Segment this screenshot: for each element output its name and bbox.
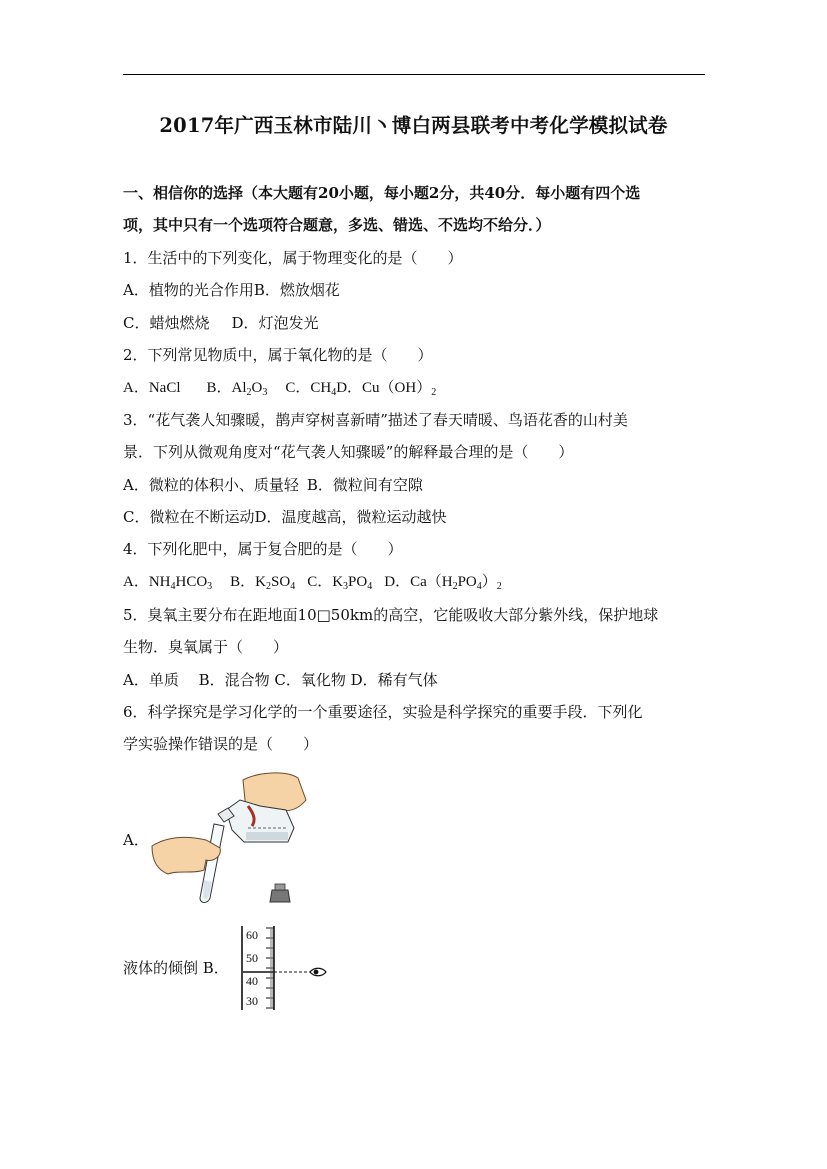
q2-stem: 2．下列常见物质中，属于氧化物的是（ ） [123, 346, 433, 364]
q1-option-d[interactable]: D．灯泡发光 [231, 314, 319, 332]
q1-options-row2 [123, 313, 319, 333]
tick-label-50: 50 [246, 951, 258, 965]
q3-option-b[interactable]: B．微粒间有空隙 [306, 476, 423, 494]
tick-label-30: 30 [246, 994, 258, 1008]
q2-option-a[interactable]: A．NaCl [123, 380, 181, 396]
header-rule [123, 74, 705, 75]
q3-option-d[interactable]: D．温度越高，微粒运动越快 [254, 508, 447, 526]
q1-options-row1 [123, 280, 340, 300]
q4-option-c[interactable]: C．$K_3PO_4$ [307, 574, 373, 592]
graduated-cylinder-illustration [236, 924, 336, 1012]
cylinder-tick-marks [266, 928, 274, 1008]
q3-options-row2 [123, 507, 447, 527]
q6-option-b-label[interactable]: 液体的倾倒 B． [123, 959, 229, 977]
section-heading-line2: 项，其中只有一个选项符合题意，多选、错选、不选均不给分．） [123, 216, 551, 234]
q3-option-a[interactable]: A．微粒的体积小、质量轻 [123, 476, 299, 494]
q4-option-b[interactable]: B．$K_2SO_4$ [230, 574, 296, 592]
q2-option-b[interactable]: B．$Al_2O_3$ [206, 380, 268, 398]
q5-stem-line2: 生物．臭氧属于（ ） [123, 638, 289, 656]
q1-option-a[interactable]: A．植物的光合作用 [123, 281, 254, 299]
bottle-stopper-icon [270, 890, 290, 902]
q3-options-row1 [123, 475, 423, 495]
q4-options-row [123, 572, 502, 592]
q5-stem-line1: 5．臭氧主要分布在距地面10□50km的高空，它能吸收大部分紫外线，保护地球 [123, 606, 659, 624]
q3-stem-line2: 景．下列从微观角度对“花气袭人知骤暖”的解释最合理的是（ ） [123, 443, 574, 461]
q4-option-a[interactable]: A．$NH_4HCO_3$ [123, 574, 213, 592]
q2-option-c[interactable]: C．$CH_4$ [285, 380, 337, 398]
q6-stem-line1: 6．科学探究是学习化学的一个重要途径，实验是科学探究的重要手段．下列化 [123, 703, 643, 721]
q3-stem-line1: 3．“花气袭人知骤暖，鹊声穿树喜新晴”描述了春天晴暖、鸟语花香的山村美 [123, 411, 628, 429]
q4-option-d[interactable]: D．$Ca(H_2PO_4)_2$ [384, 574, 502, 592]
q5-options[interactable]: A．单质 B．混合物 C．氧化物 D．稀有气体 [123, 671, 438, 689]
page-title: 2017年广西玉林市陆川丶博白两县联考中考化学模拟试卷 [159, 114, 668, 137]
q4-stem: 4．下列化肥中，属于复合肥的是（ ） [123, 540, 403, 558]
q2-options-row [123, 378, 436, 398]
q6-stem-line2: 学实验操作错误的是（ ） [123, 735, 319, 753]
tick-label-40: 40 [246, 974, 258, 988]
q1-option-c[interactable]: C．蜡烛燃烧 [123, 314, 210, 332]
q1-option-b[interactable]: B．燃放烟花 [253, 281, 340, 299]
q3-option-c[interactable]: C．微粒在不断运动 [123, 508, 255, 526]
liquid-pouring-illustration [148, 770, 308, 906]
tick-label-60: 60 [246, 928, 258, 942]
q2-option-d[interactable]: D．$Cu(OH)_2$ [336, 380, 437, 398]
q6-option-a-label[interactable]: A． [123, 831, 149, 849]
q1-stem: 1．生活中的下列变化，属于物理变化的是（ ） [123, 249, 463, 267]
section-heading-line1: 一、相信你的选择（本大题有20小题，每小题2分，共40分．每小题有四个选 [123, 184, 641, 202]
